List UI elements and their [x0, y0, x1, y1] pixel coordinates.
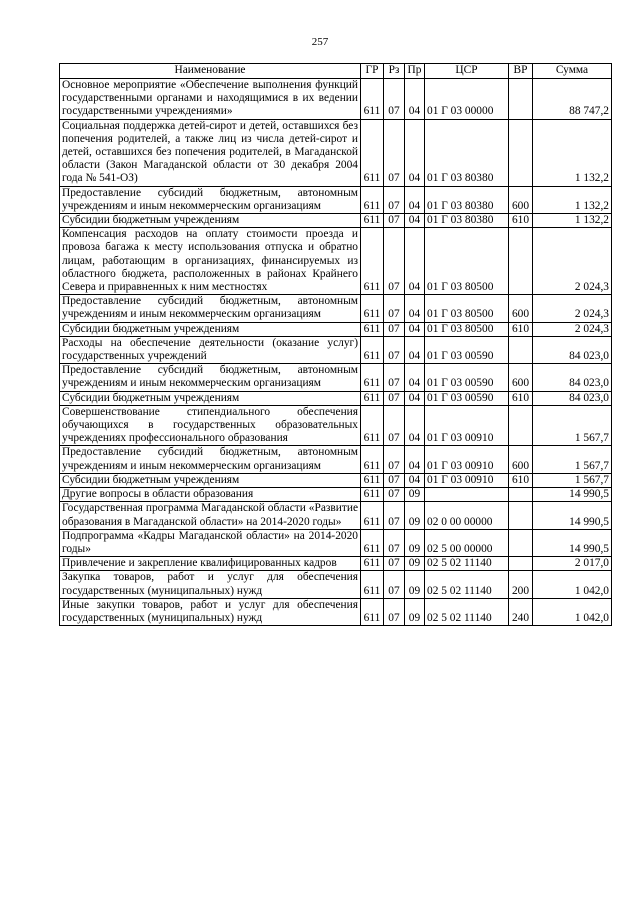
table-row: [60, 228, 612, 295]
row-vr: [509, 119, 533, 186]
row-gr: 611: [361, 529, 384, 556]
row-vr: [509, 529, 533, 556]
row-sum: 14 990,5: [533, 502, 612, 529]
header-csr: ЦСР: [425, 64, 509, 79]
row-vr: 600: [509, 446, 533, 473]
row-csr: 01 Г 03 00000: [425, 79, 509, 120]
row-csr: 01 Г 03 80380: [425, 186, 509, 213]
row-rz: 07: [384, 186, 405, 213]
header-sum: Сумма: [533, 64, 612, 79]
row-gr: 611: [361, 598, 384, 625]
row-gr: 611: [361, 571, 384, 598]
header-pr: Пр: [405, 64, 425, 79]
row-rz: 07: [384, 502, 405, 529]
row-csr: 01 Г 03 00910: [425, 446, 509, 473]
row-pr: 04: [405, 79, 425, 120]
row-name: Государственная программа Магаданской области «Развитие образования в Магаданской области» на 2014-2020 годы»: [60, 502, 361, 529]
row-gr: 611: [361, 557, 384, 571]
table-row: [60, 364, 612, 391]
row-name: Субсидии бюджетным учреждениям: [60, 322, 361, 336]
table-row: [60, 488, 612, 502]
row-rz: 07: [384, 446, 405, 473]
row-gr: 611: [361, 391, 384, 405]
table-row: [60, 473, 612, 487]
row-sum: 1 567,7: [533, 473, 612, 487]
row-pr: 09: [405, 557, 425, 571]
row-sum: 14 990,5: [533, 488, 612, 502]
page-number: 257: [311, 36, 329, 48]
row-csr: 02 5 02 11140: [425, 571, 509, 598]
row-pr: 09: [405, 529, 425, 556]
row-csr: 01 Г 03 80500: [425, 295, 509, 322]
row-sum: 2 017,0: [533, 557, 612, 571]
table-row: [60, 405, 612, 446]
row-rz: 07: [384, 228, 405, 295]
row-pr: 04: [405, 228, 425, 295]
row-name: Предоставление субсидий бюджетным, автономным учреждениям и иным некоммерческим организациям: [60, 295, 361, 322]
row-pr: 04: [405, 336, 425, 363]
header-name: Наименование: [60, 64, 361, 79]
row-sum: 1 567,7: [533, 446, 612, 473]
row-csr: 02 5 02 11140: [425, 557, 509, 571]
row-pr: 04: [405, 295, 425, 322]
row-gr: 611: [361, 228, 384, 295]
row-gr: 611: [361, 502, 384, 529]
row-vr: [509, 228, 533, 295]
row-gr: 611: [361, 446, 384, 473]
row-pr: 09: [405, 488, 425, 502]
row-sum: 14 990,5: [533, 529, 612, 556]
row-rz: 07: [384, 473, 405, 487]
table-row: [60, 295, 612, 322]
row-sum: 2 024,3: [533, 322, 612, 336]
row-rz: 07: [384, 405, 405, 446]
table-row: [60, 186, 612, 213]
row-pr: 04: [405, 119, 425, 186]
row-name: Основное мероприятие «Обеспечение выполнения функций государственными органами и находящимися в их ведении государственными учреждениями»: [60, 79, 361, 120]
row-csr: [425, 488, 509, 502]
row-vr: [509, 557, 533, 571]
row-vr: 610: [509, 322, 533, 336]
row-gr: 611: [361, 186, 384, 213]
row-vr: 240: [509, 598, 533, 625]
table-row: [60, 446, 612, 473]
row-pr: 04: [405, 391, 425, 405]
row-name: Субсидии бюджетным учреждениям: [60, 473, 361, 487]
header-rz: Рз: [384, 64, 405, 79]
header-vr: ВР: [509, 64, 533, 79]
row-gr: 611: [361, 488, 384, 502]
table-row: [60, 502, 612, 529]
row-csr: 02 5 00 00000: [425, 529, 509, 556]
row-rz: 07: [384, 119, 405, 186]
row-name: Подпрограмма «Кадры Магаданской области» на 2014-2020 годы»: [60, 529, 361, 556]
row-sum: 1 132,2: [533, 186, 612, 213]
row-sum: 2 024,3: [533, 228, 612, 295]
row-sum: 84 023,0: [533, 391, 612, 405]
row-csr: 01 Г 03 80500: [425, 228, 509, 295]
row-pr: 09: [405, 598, 425, 625]
row-vr: 600: [509, 364, 533, 391]
row-name: Закупка товаров, работ и услуг для обеспечения государственных (муниципальных) нужд: [60, 571, 361, 598]
row-csr: 01 Г 03 00910: [425, 405, 509, 446]
row-gr: 611: [361, 322, 384, 336]
row-rz: 07: [384, 364, 405, 391]
row-vr: 610: [509, 473, 533, 487]
row-sum: 1 042,0: [533, 598, 612, 625]
row-csr: 01 Г 03 00590: [425, 364, 509, 391]
row-rz: 07: [384, 79, 405, 120]
row-gr: 611: [361, 336, 384, 363]
row-vr: 600: [509, 295, 533, 322]
row-rz: 07: [384, 214, 405, 228]
row-gr: 611: [361, 79, 384, 120]
table-row: [60, 391, 612, 405]
row-name: Расходы на обеспечение деятельности (оказание услуг) государственных учреждений: [60, 336, 361, 363]
row-name: Субсидии бюджетным учреждениям: [60, 391, 361, 405]
row-pr: 04: [405, 186, 425, 213]
header-row: [60, 64, 612, 79]
row-rz: 07: [384, 488, 405, 502]
row-vr: [509, 336, 533, 363]
row-vr: 610: [509, 391, 533, 405]
row-rz: 07: [384, 295, 405, 322]
row-vr: 600: [509, 186, 533, 213]
row-gr: 611: [361, 364, 384, 391]
row-sum: 88 747,2: [533, 79, 612, 120]
row-csr: 02 0 00 00000: [425, 502, 509, 529]
row-pr: 04: [405, 405, 425, 446]
row-rz: 07: [384, 557, 405, 571]
row-name: Компенсация расходов на оплату стоимости проезда и провоза багажа к месту использования отпуска и обратно лицам, работающим в организациях, финансируемых из областного бюджета, расположенных в районах Крайнего Севера и приравненных к ним местностях: [60, 228, 361, 295]
row-rz: 07: [384, 391, 405, 405]
row-gr: 611: [361, 473, 384, 487]
row-pr: 04: [405, 364, 425, 391]
row-csr: 01 Г 03 00590: [425, 336, 509, 363]
row-pr: 04: [405, 214, 425, 228]
table-row: [60, 571, 612, 598]
row-rz: 07: [384, 571, 405, 598]
row-name: Другие вопросы в области образования: [60, 488, 361, 502]
row-name: Социальная поддержка детей-сирот и детей, оставшихся без попечения родителей, а также лиц из числа детей-сирот и детей, оставшихся без попечения родителей, в Магаданской области (Закон Магаданской области от 30 декабря 2004 года № 541-ОЗ): [60, 119, 361, 186]
row-name: Совершенствование стипендиального обеспечения обучающихся в государственных образовательных учреждениях профессионального образования: [60, 405, 361, 446]
row-vr: [509, 79, 533, 120]
row-name: Привлечение и закрепление квалифицированных кадров: [60, 557, 361, 571]
table-row: [60, 79, 612, 120]
row-csr: 01 Г 03 00590: [425, 391, 509, 405]
row-vr: [509, 405, 533, 446]
table-row: [60, 529, 612, 556]
table-row: [60, 214, 612, 228]
budget-table: [59, 63, 612, 626]
row-pr: 04: [405, 473, 425, 487]
row-sum: 84 023,0: [533, 336, 612, 363]
row-gr: 611: [361, 119, 384, 186]
row-csr: 01 Г 03 00910: [425, 473, 509, 487]
row-rz: 07: [384, 529, 405, 556]
row-vr: [509, 488, 533, 502]
table-row: [60, 119, 612, 186]
row-sum: 1 132,2: [533, 214, 612, 228]
row-rz: 07: [384, 336, 405, 363]
row-name: Иные закупки товаров, работ и услуг для обеспечения государственных (муниципальных) нужд: [60, 598, 361, 625]
row-name: Предоставление субсидий бюджетным, автономным учреждениям и иным некоммерческим организациям: [60, 186, 361, 213]
row-csr: 01 Г 03 80380: [425, 214, 509, 228]
row-csr: 01 Г 03 80500: [425, 322, 509, 336]
row-pr: 09: [405, 571, 425, 598]
table-row: [60, 598, 612, 625]
row-rz: 07: [384, 322, 405, 336]
row-vr: 610: [509, 214, 533, 228]
row-csr: 01 Г 03 80380: [425, 119, 509, 186]
row-vr: 200: [509, 571, 533, 598]
row-sum: 2 024,3: [533, 295, 612, 322]
row-gr: 611: [361, 214, 384, 228]
table-row: [60, 336, 612, 363]
row-sum: 1 042,0: [533, 571, 612, 598]
row-name: Субсидии бюджетным учреждениям: [60, 214, 361, 228]
row-pr: 09: [405, 502, 425, 529]
row-pr: 04: [405, 446, 425, 473]
table-row: [60, 557, 612, 571]
row-rz: 07: [384, 598, 405, 625]
row-sum: 1 132,2: [533, 119, 612, 186]
table-row: [60, 322, 612, 336]
row-csr: 02 5 02 11140: [425, 598, 509, 625]
row-gr: 611: [361, 295, 384, 322]
row-sum: 1 567,7: [533, 405, 612, 446]
header-gr: ГР: [361, 64, 384, 79]
row-name: Предоставление субсидий бюджетным, автономным учреждениям и иным некоммерческим организациям: [60, 446, 361, 473]
row-pr: 04: [405, 322, 425, 336]
row-gr: 611: [361, 405, 384, 446]
row-sum: 84 023,0: [533, 364, 612, 391]
row-name: Предоставление субсидий бюджетным, автономным учреждениям и иным некоммерческим организациям: [60, 364, 361, 391]
row-vr: [509, 502, 533, 529]
